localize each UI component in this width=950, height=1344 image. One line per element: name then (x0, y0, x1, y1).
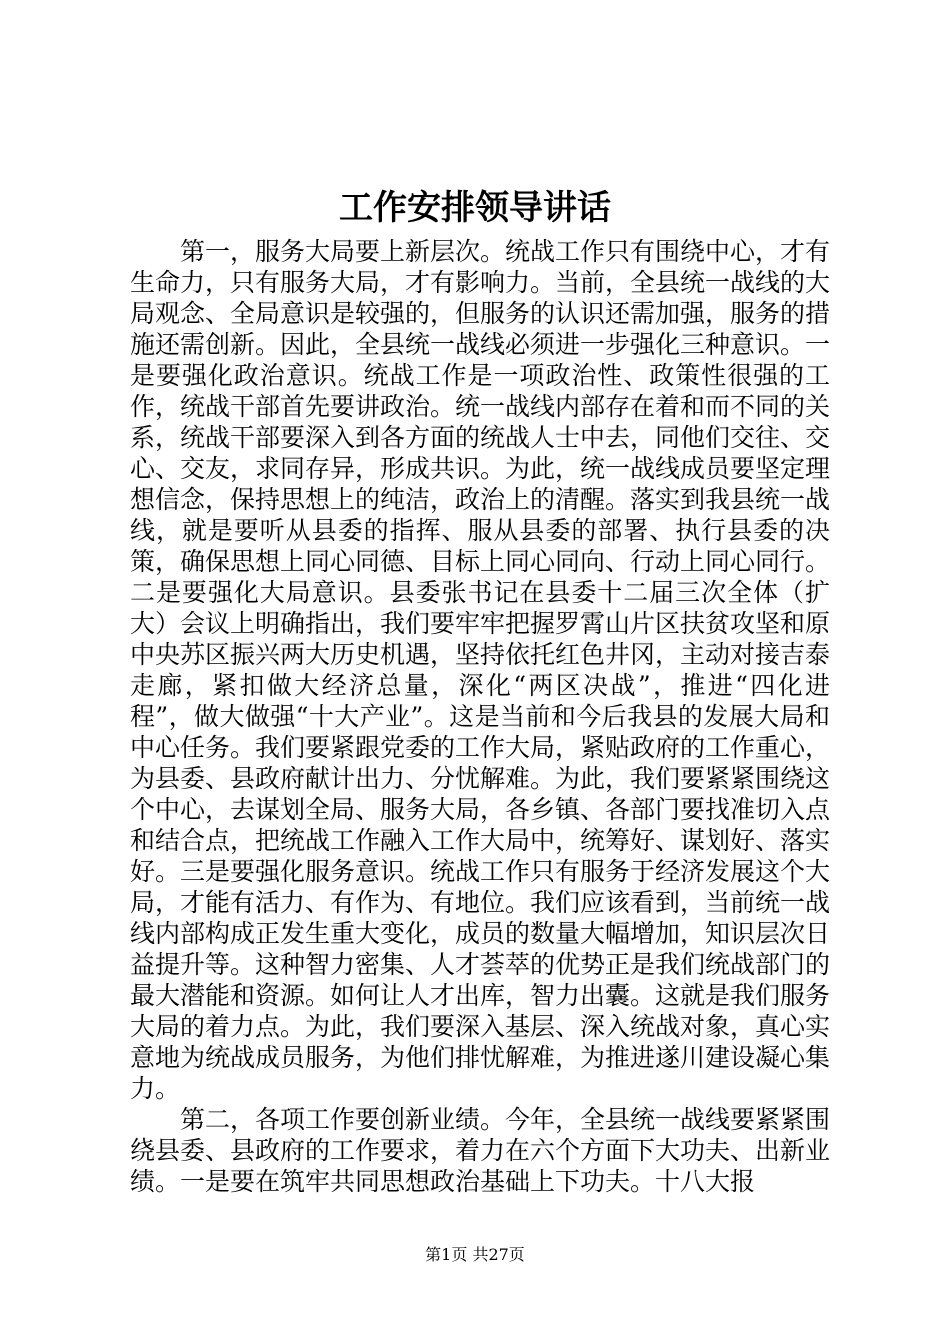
page-number-footer: 第1页 共27页 (425, 1245, 525, 1264)
document-title: 工作安排领导讲话 (339, 188, 611, 228)
document-body (130, 236, 830, 1197)
paragraph-2: 第二，各项工作要创新业绩。今年，全县统一战线要紧紧围绕县委、县政府的工作要求，着力在六个方面下大功夫、出新业绩。一是要在筑牢共同思想政治基础上下功夫。十八大报 (130, 1105, 831, 1196)
paragraph-1: 第一，服务大局要上新层次。统战工作只有围绕中心，才有生命力，只有服务大局，才有影响力。当前，全县统一战线的大局观念、全局意识是较强的，但服务的认识还需加强，服务的措施还需创新。因此，全县统一战线必须进一步强化三种意识。一是要强化政治意识。统战工作是一项政治性、政策性很强的工作，统战干部首先要讲政治。统一战线内部存在着和而不同的关系，统战干部要深入到各方面的统战人士中去，同他们交往、交心、交友，求同存异，形成共识。为此，统一战线成员要坚定理想信念，保持思想上的纯洁，政治上的清醒。落实到我县统一战线，就是要听从县委的指挥、服从县委的部署、执行县委的决策，确保思想上同心同德、目标上同心同向、行动上同心同行。二是要强化大局意识。县委张书记在县委十二届三次全体（扩大）会议上明确指出，我们要牢牢把握罗霄山片区扶贫攻坚和原中央苏区振兴两大历史机遇，坚持依托红色井冈，主动对接吉泰走廊，紧扣做大经济总量，深化“两区决战”，推进“四化进程”，做大做强“十大产业”。这是当前和今后我县的发展大局和中心任务。我们要紧跟党委的工作大局，紧贴政府的工作重心，为县委、县政府献计出力、分忧解难。为此，我们要紧紧围绕这个中心，去谋划全局、服务大局，各乡镇、各部门要找准切入点和结合点，把统战工作融入工作大局中，统筹好、谋划好、落实好。三是要强化服务意识。统战工作只有服务于经济发展这个大局，才能有活力、有作为、有地位。我们应该看到，当前统一战线内部构成正发生重大变化，成员的数量大幅增加，知识层次日益提升等。这种智力密集、人才荟萃的优势正是我们统战部门的最大潜能和资源。如何让人才出库，智力出囊。这就是我们服务大局的着力点。为此，我们要深入基层、深入统战对象，真心实意地为统战成员服务，为他们排忧解难，为推进遂川建设凝心集力。 (130, 237, 831, 1103)
